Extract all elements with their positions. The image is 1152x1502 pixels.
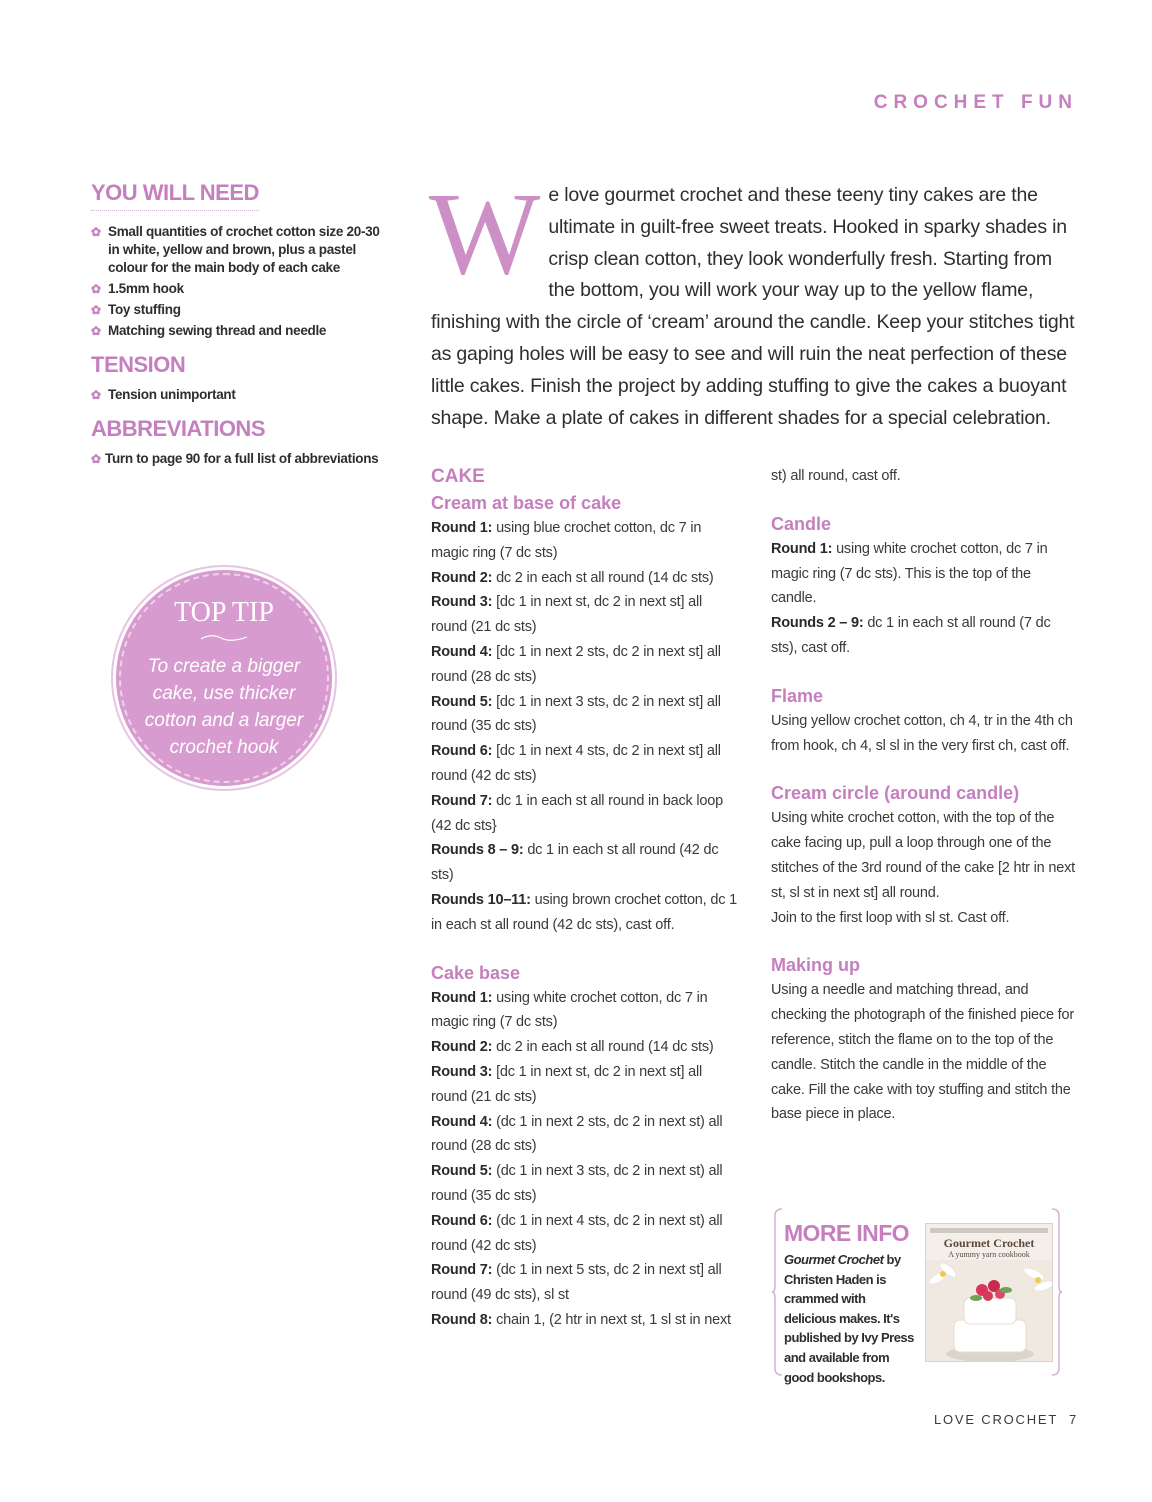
page-number: 7	[1068, 1412, 1078, 1427]
more-info-text: Gourmet Crochet by Christen Haden is crammed with delicious makes. It's published by Ivy Press and available from good bookshops.	[784, 1252, 914, 1385]
cake-title: CAKE	[431, 466, 485, 487]
list-item: Round 4: (dc 1 in next 2 sts, dc 2 in next st) all round (28 dc sts)	[431, 1113, 723, 1155]
list-item: Round 1: using blue crochet cotton, dc 7 in magic ring (7 dc sts)	[431, 520, 702, 561]
list-item: Rounds 10–11: using brown crochet cotton, dc 1 in each st all round (42 dc sts), cast off.	[431, 891, 737, 933]
top-tip-title: TOP TIP	[174, 597, 274, 628]
list-item: Round 1: using white crochet cotton, dc 7 in magic ring (7 dc sts)	[431, 989, 708, 1031]
cream-circle-text: Using white crochet cotton, with the top of the cake facing up, pull a loop through one of the stitches of the 3rd round of the cake [2 htr in next st, sl st in next st] all round.	[771, 810, 1075, 901]
list-item: Rounds 8 – 9: dc 1 in each st all round (42 dc sts)	[431, 842, 719, 884]
flame-title: Flame	[771, 685, 824, 706]
flower-icon: ✿	[91, 452, 101, 466]
abbreviations-title: ABBREVIATIONS	[91, 416, 265, 441]
candle-title: Candle	[771, 513, 832, 534]
flame-text: Using yellow crochet cotton, ch 4, tr in the 4th ch from hook, ch 4, sl sl in the very first ch, cast off.	[771, 712, 1073, 754]
cake-column	[431, 464, 737, 1333]
book-cover-subtitle: A yummy yarn cookbook	[948, 1250, 1030, 1259]
you-will-need-title: YOU WILL NEED	[91, 180, 259, 211]
list-item: ✿ Turn to page 90 for a full list of abbreviations	[91, 451, 379, 466]
flower-icon: ✿	[91, 388, 101, 402]
flower-icon: ✿	[91, 225, 101, 239]
swirl-ornament-icon	[199, 633, 249, 643]
list-item: Round 5: [dc 1 in next 3 sts, dc 2 in next st] all round (35 dc sts)	[431, 693, 721, 735]
book-cover-image	[925, 1223, 1053, 1362]
more-info-title: MORE INFO	[784, 1220, 909, 1246]
making-up-title: Making up	[771, 955, 860, 976]
list-item: ✿ 1.5mm hook	[91, 281, 184, 296]
list-item: Rounds 2 – 9: dc 1 in each st all round (7 dc sts), cast off.	[771, 615, 1051, 656]
sidebar	[91, 180, 391, 480]
list-item: Round 3: [dc 1 in next st, dc 2 in next st] all round (21 dc sts)	[431, 594, 703, 636]
you-will-need-list	[91, 223, 391, 340]
list-item: Round 3: [dc 1 in next st, dc 2 in next st] all round (21 dc sts)	[431, 1063, 703, 1105]
flower-icon: ✿	[91, 324, 101, 338]
list-item: Round 2: dc 2 in each st all round (14 dc sts)	[431, 569, 714, 586]
list-item: Round 6: [dc 1 in next 4 sts, dc 2 in next st] all round (42 dc sts)	[431, 743, 721, 784]
list-item: Round 4: [dc 1 in next 2 sts, dc 2 in next st] all round (28 dc sts)	[431, 643, 721, 685]
list-item: Round 7: (dc 1 in next 5 sts, dc 2 in next st] all round (49 dc sts), sl st	[431, 1262, 722, 1304]
dropcap: W	[429, 168, 541, 299]
top-tip-text: To create a bigger cake, use thicker cotton and a larger crochet hook	[144, 656, 304, 758]
list-item: Round 5: (dc 1 in next 3 sts, dc 2 in next st) all round (35 dc sts)	[431, 1163, 723, 1204]
more-info-box	[772, 1208, 1062, 1385]
flower-icon: ✿	[91, 282, 101, 296]
cake-photo-icon	[926, 1260, 1053, 1362]
list-item: ✿ Small quantities of crochet cotton size 20-30 in white, yellow and brown, plus a pastel colour for the main body of each cake	[91, 224, 380, 275]
candle-rounds	[771, 537, 1077, 661]
book-cover-title: Gourmet Crochet	[943, 1236, 1035, 1250]
instructions-column	[771, 464, 1077, 1127]
list-item: ✿ Tension unimportant	[91, 387, 236, 402]
flower-icon: ✿	[91, 303, 101, 317]
intro	[429, 168, 1079, 434]
cream-base-title: Cream at base of cake	[431, 493, 622, 513]
cake-base-continued: st) all round, cast off.	[771, 468, 901, 484]
left-bracket-ornament	[772, 1208, 784, 1376]
making-up-text: Using a needle and matching thread, and checking the photograph of the finished piece for reference, stitch the flame on to the top of the candle. Stitch the candle in the middle of the cake. Fill the cake with toy stuffing and stitch the base piece in place.	[771, 982, 1074, 1123]
cake-base-rounds	[431, 986, 737, 1333]
section-header: CROCHET FUN	[873, 92, 1078, 113]
list-item: Round 6: (dc 1 in next 4 sts, dc 2 in next st) all round (42 dc sts)	[431, 1212, 723, 1254]
top-tip-badge	[113, 567, 335, 789]
tension-list	[91, 386, 391, 404]
cream-circle-text-2: Join to the first loop with sl st. Cast off.	[771, 909, 1010, 926]
magazine-name: LOVE CROCHET	[933, 1412, 1059, 1427]
list-item: Round 8: chain 1, (2 htr in next st, 1 sl st in next	[431, 1311, 731, 1328]
list-item: Round 2: dc 2 in each st all round (14 dc sts)	[431, 1039, 714, 1056]
list-item: Round 7: dc 1 in each st all round in back loop (42 dc sts}	[431, 792, 724, 834]
abbreviations-list	[91, 450, 391, 468]
cake-base-title: Cake base	[431, 962, 521, 983]
list-item: ✿ Toy stuffing	[91, 302, 181, 317]
page-footer	[934, 1412, 1078, 1427]
tension-title: TENSION	[91, 352, 186, 377]
list-item: Round 1: using white crochet cotton, dc 7 in magic ring (7 dc sts). This is the top of the candle.	[771, 540, 1048, 607]
intro-text: e love gourmet crochet and these teeny tiny cakes are the ultimate in guilt-free sweet treats. Hooked in sparky shades in crisp clean cotton, they look wonderfully fresh. Starting from the bottom, you will work your way up to the yellow flame, finishing with the circle of ‘cream’ around the candle. Keep your stitches tight as gaping holes will be easy to see and will ruin the neat perfection of these little cakes. Finish the project by adding stuffing to give the cakes a buoyant shape. Make a plate of cakes in different shades for a special celebration.	[431, 184, 1075, 429]
cream-circle-title: Cream circle (around candle)	[771, 783, 1020, 804]
list-item: ✿ Matching sewing thread and needle	[91, 323, 327, 338]
cream-base-rounds	[431, 516, 737, 938]
